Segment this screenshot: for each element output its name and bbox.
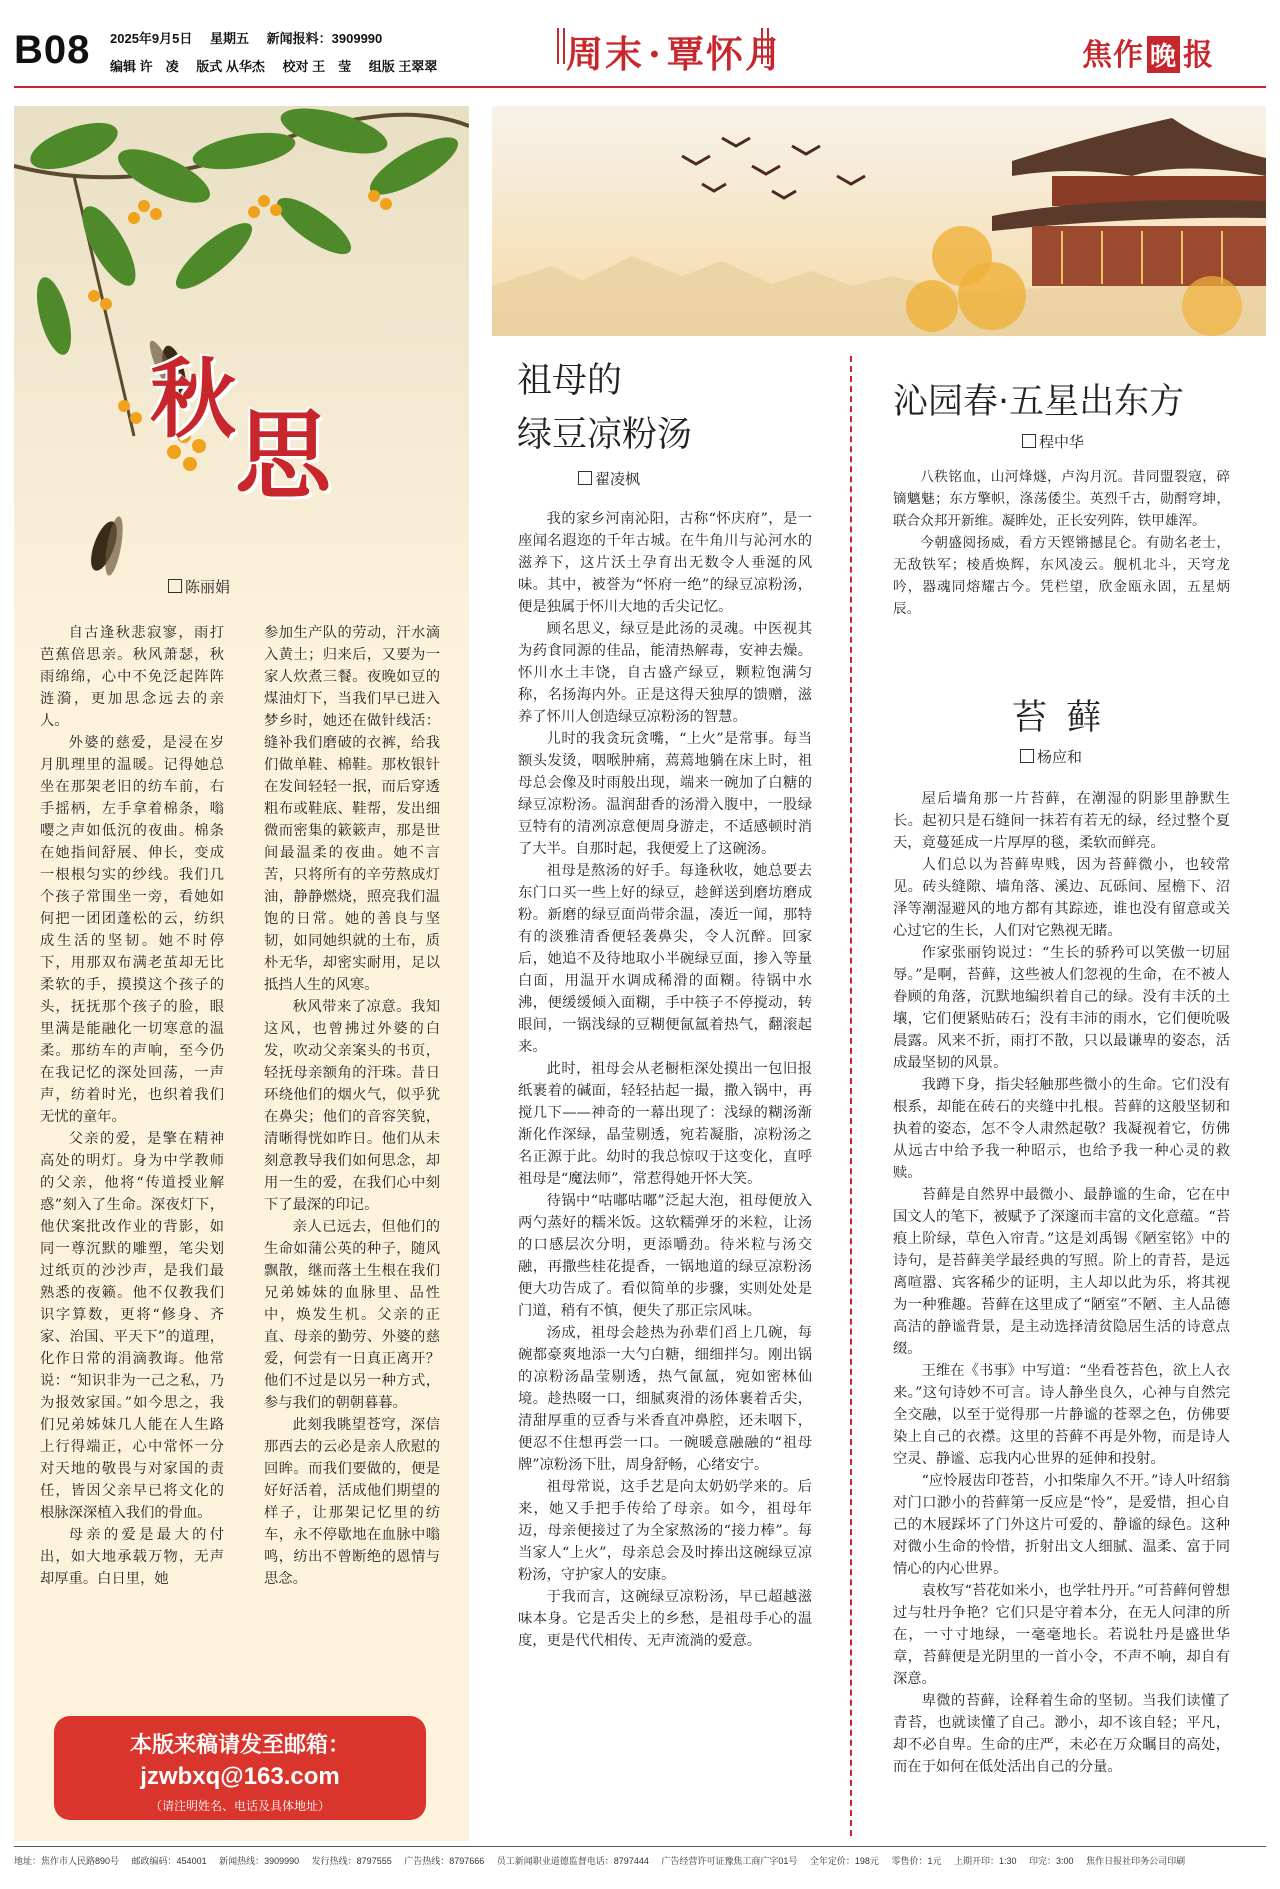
article1-title-char1: 秋 bbox=[150, 349, 236, 450]
poem-stanza: 今朝盛阅扬威，看方天铿锵撼昆仑。有勋名老士，无敌铁军；棱盾焕辉，东风凌云。舰机北斗，天穹龙吟，器魂同熔耀古今。凭栏望，欣金瓯永固，五星炳辰。 bbox=[893, 535, 1230, 617]
pavilion-cranes-illustration bbox=[492, 106, 1266, 336]
article1-para: 母亲的爱是最大的付出，如大地承载万物，无声却厚重。白日里，她 bbox=[40, 1527, 224, 1587]
column-divider bbox=[850, 356, 852, 1836]
article3-para: 屋后墙角那一片苔藓，在潮湿的阴影里静默生长。起初只是石缝间一抹若有若无的绿，经过整个夏天，竟蔓延成一片厚厚的毯，柔软而鲜亮。 bbox=[893, 791, 1230, 851]
article1-para: 自古逢秋悲寂寥，雨打芭蕉倍思亲。秋风萧瑟，秋雨绵绵，心中不免泛起阵阵涟漪，更加思念远去的亲人。 bbox=[40, 625, 224, 729]
article3-byline bbox=[1020, 746, 1082, 767]
article3-body bbox=[893, 788, 1230, 1778]
footer-item: 印完：3:00 bbox=[1029, 1856, 1074, 1866]
brand-city: 焦作 bbox=[1082, 38, 1144, 73]
page-number: B08 bbox=[14, 28, 91, 72]
article3-para: 作家张丽钧说过：“生长的骄矜可以笑傲一切屈辱。”是啊，苔藓，这些被人们忽视的生命，在不被人眷顾的角落，沉默地编织着自己的绿。没有丰沃的土壤，它们便紧贴砖石；没有丰沛的雨水，它们便吮吸晨露。风来不折，雨打不散，只以最谦卑的姿态，活成最坚韧的风景。 bbox=[893, 945, 1230, 1071]
article3-para: 苔藓是自然界中最微小、最静谧的生命，它在中国文人的笔下，被赋予了深邃而丰富的文化意蕴。“苔痕上阶绿，草色入帘青。”这是刘禹锡《陋室铭》中的诗句，是苔藓美学最经典的写照。阶上的青苔，是远离喧嚣、宾客稀少的证明，主人却以此为乐，将其视为一种雅趣。苔藓在这里成了“陋室”不陋、主人品德高洁的静谧背景，是主动选择清贫隐居生活的诗意点缀。 bbox=[893, 1187, 1230, 1357]
article2-para: 于我而言，这碗绿豆凉粉汤，早已超越滋味本身。它是舌尖上的乡愁，是祖母手心的温度，更是代代相传、无声流淌的爱意。 bbox=[518, 1589, 812, 1649]
article2-para: 此时，祖母会从老橱柜深处摸出一包旧报纸裹着的碱面，轻轻拈起一撮，撒入锅中，再搅几下——神奇的一幕出现了：浅绿的糊汤渐渐化作深绿，晶莹剔透，宛若凝脂，凉粉汤之名正源于此。幼时的我总惊叹于这变化，直呼祖母是“魔法师”，常惹得她开怀大笑。 bbox=[518, 1061, 812, 1187]
brand-evening: 晚 bbox=[1147, 36, 1180, 73]
article2-byline bbox=[578, 468, 640, 489]
article1-para: 父亲的爱，是擎在精神高处的明灯。身为中学教师的父亲，他将“传道授业解惑”刻入了生命。深夜灯下，他伏案批改作业的背影，如同一尊沉默的雕塑，笔尖划过纸页的沙沙声，是我们最熟悉的夜籁。他不仅教我们识字算数，更将“修身、齐家、治国、平天下”的道理，化作日常的涓滴教诲。他常说：“知识非为一己之私，乃为报效家国。”如今思之，我们兄弟姊妹几人能在人生路上行得端正，心中常怀一分对天地的敬畏与对家国的责任，皆因父亲早已将文化的根脉深深植入我们的骨血。 bbox=[40, 1131, 224, 1521]
footer-item: 全年定价：198元 bbox=[809, 1856, 879, 1866]
submission-notice bbox=[54, 1716, 426, 1820]
footer-item: 零售价：1元 bbox=[891, 1856, 942, 1866]
footer-imprint bbox=[14, 1854, 1266, 1867]
article3-para: 袁枚写“苔花如米小，也学牡丹开。”可苔藓何曾想过与牡丹争艳？它们只是守着本分，在无人问津的所在，一寸寸地绿，一毫毫地长。若说牡丹是盛世华章，苔藓便是光阴里的一首小令，不声不响，却自有深意。 bbox=[893, 1583, 1230, 1687]
issue-weekday: 星期五 bbox=[210, 31, 250, 46]
article1-para: 秋风带来了凉意。我知这风，也曾拂过外婆的白发，吹动父亲案头的书页，轻抚母亲额角的汗珠。昔日环绕他们的烟火气，似乎犹在鼻尖；他们的音容笑貌，清晰得恍如昨日。他们从未刻意教导我们如何思念，却用一生的爱，在我们心中刻下了最深的印记。 bbox=[264, 999, 440, 1213]
credit-editor: 编辑 许 凌 bbox=[110, 59, 179, 74]
credit-compose: 组版 王翠翠 bbox=[368, 59, 438, 74]
footer-item: 上期开印：1:30 bbox=[953, 1856, 1017, 1866]
article2-title-line2: 绿豆凉粉汤 bbox=[517, 415, 693, 455]
article1-title-char2: 思 bbox=[235, 399, 331, 512]
brand-paper: 报 bbox=[1183, 38, 1215, 73]
article2-body bbox=[518, 508, 812, 1652]
article3-title: 苔 藓 bbox=[1012, 698, 1106, 738]
poem-byline bbox=[1022, 431, 1084, 452]
article3-para: “应怜屐齿印苍苔，小扣柴扉久不开。”诗人叶绍翁对门口渺小的苔藓第一反应是“怜”，是爱惜，担心自己的木屐踩坏了门外这片可爱的、静谧的绿色。这种对微小生命的怜惜，折射出文人细腻、温柔、富于同情心的内心世界。 bbox=[893, 1473, 1230, 1577]
article1-para: 亲人已远去，但他们的生命如蒲公英的种子，随风飘散，继而落土生根在我们兄弟姊妹的血脉里、品性中，焕发生机。父亲的正直、母亲的勤劳、外婆的慈爱，何尝有一日真正离开？他们不过是以另一种方式，参与我们的朝朝暮暮。 bbox=[264, 1219, 440, 1411]
submission-email[interactable]: jzwbxq@163.com bbox=[140, 1763, 340, 1790]
header-credits bbox=[110, 56, 451, 75]
poem-author: 程中华 bbox=[1039, 433, 1085, 451]
footer-item: 新闻热线：3909990 bbox=[219, 1856, 300, 1866]
article1-byline bbox=[168, 576, 230, 597]
footer-item: 邮政编码：454001 bbox=[131, 1856, 207, 1866]
credit-proof: 校对 王 莹 bbox=[282, 59, 352, 74]
poem-title: 沁园春·五星出东方 bbox=[893, 382, 1185, 422]
article1-para: 此刻我眺望苍穹，深信那西去的云必是亲人欣慰的回眸。而我们要做的，便是好好活着，活成他们期望的样子，让那架记忆里的纺车，永不停歇地在血脉中嗡鸣，纺出不曾断绝的恩情与思念。 bbox=[264, 1417, 440, 1587]
article3-para: 王维在《书事》中写道：“坐看苍苔色，欲上人衣来。”这句诗妙不可言。诗人静坐良久，心神与自然完全交融，以至于觉得那一片静谧的苍翠之色，仿佛要染上自己的衣襟。这里的苔藓不再是外物，而是诗人空灵、静谧、忘我内心世界的延伸和投射。 bbox=[893, 1363, 1230, 1467]
article3-para: 我蹲下身，指尖轻触那些微小的生命。它们没有根系，却能在砖石的夹缝中扎根。苔藓的这般坚韧和执着的姿态，怎不令人肃然起敬？我凝视着它，仿佛从远古中给予我一种昭示，也给予我一种心灵的救赎。 bbox=[893, 1077, 1230, 1181]
article1-author: 陈丽娟 bbox=[185, 578, 231, 596]
article2-para: 顾名思义，绿豆是此汤的灵魂。中医视其为药食同源的佳品，能清热解毒，安神去燥。怀川水土丰饶，自古盛产绿豆，颗粒饱满匀称，名扬海内外。正是这得天独厚的馈赠，滋养了怀川人创造绿豆凉粉汤的智慧。 bbox=[518, 621, 812, 725]
pavilion-illustration-svg bbox=[492, 106, 1266, 336]
masthead-weekend: 周末 bbox=[566, 32, 644, 76]
article2-para: 祖母是熬汤的好手。每逢秋收，她总要去东门口买一些上好的绿豆，趁鲜送到磨坊磨成粉。新磨的绿豆面尚带余温，凑近一闻，那特有的淡雅清香便轻袭鼻尖，令人沉醉。回家后，她追不及待地取小半碗绿豆面，掺入等量白面，用温开水调成稀滑的面糊。待锅中水沸，便缓缓倾入面糊，手中筷子不停搅动，转眼间，一锅浅绿的豆糊便氤氲着热气，翻滚起来。 bbox=[518, 863, 812, 1055]
article2-para: 儿时的我贪玩贪嘴，“上火”是常事。每当额头发烫，咽喉肿痛，蔫蔫地躺在床上时，祖母总会像及时雨般出现，端来一碗加了白糖的绿豆凉粉汤。温润甜香的汤滑入腹中，一股绿豆特有的清冽凉意便周身游走，不适感顿时消了大半。自那时起，我便爱上了这碗汤。 bbox=[518, 731, 812, 857]
header-rule bbox=[14, 86, 1266, 88]
footer-item: 广告经营许可证豫焦工商广字01号 bbox=[661, 1856, 798, 1866]
news-hotline: 新闻报料：3909990 bbox=[266, 31, 383, 46]
footer-rule bbox=[14, 1846, 1266, 1847]
article2-para: 我的家乡河南沁阳，古称“怀庆府”，是一座闻名遐迩的千年古城。在牛角川与沁河水的滋养下，这片沃土孕育出无数令人垂涎的风味。其中，被誉为“怀府一绝”的绿豆凉粉汤，便是独属于怀川大地的舌尖记忆。 bbox=[518, 511, 812, 615]
credit-layout: 版式 从华杰 bbox=[196, 59, 265, 74]
article3-para: 卑微的苔藓，诠释着生命的坚韧。当我们读懂了青苔，也就读懂了自己。渺小，却不该自轻；平凡，却不必自卑。生命的庄严，未必在万众瞩目的高处，而在于如何在低处活出自己的分量。 bbox=[893, 1693, 1230, 1775]
submission-heading: 本版来稿请发至邮箱： bbox=[129, 1733, 350, 1758]
article1-para: 参加生产队的劳动，汗水滴入黄土；归来后，又要为一家人炊煮三餐。夜晚如豆的煤油灯下，当我们早已进入梦乡时，她还在做针线活：缝补我们磨破的衣裤，给我们做单鞋、棉鞋。那枚银针在发间轻轻一抿，而后穿透粗布或鞋底、鞋帮，发出细微而密集的簌簌声，那是世间最温柔的夜曲。她不言苦，只将所有的辛劳熬成灯油，静静燃烧，照亮我们温饱的日常。她的善良与坚韧，如同她织就的土布，质朴无华，却密实耐用，足以抵挡人生的风寒。 bbox=[264, 625, 440, 993]
issue-date: 2025年9月5日 bbox=[110, 31, 193, 46]
footer-item: 员工新闻职业道德监督电话：8797444 bbox=[496, 1856, 649, 1866]
poem-body bbox=[893, 466, 1230, 620]
footer-item: 地址：焦作市人民路890号 bbox=[14, 1856, 120, 1866]
article2-author: 翟凌枫 bbox=[595, 470, 641, 488]
footer-item: 广告热线：8797666 bbox=[404, 1856, 485, 1866]
article2-para: 祖母常说，这手艺是向太奶奶学来的。后来，她又手把手传给了母亲。如今，祖母年迈，母亲便接过了为全家熬汤的“接力棒”。每当家人“上火”，母亲总会及时捧出这碗绿豆凉粉汤，守护家人的安康。 bbox=[518, 1479, 812, 1583]
article1-para: 外婆的慈爱，是浸在岁月肌理里的温暖。记得她总坐在那架老旧的纺车前，右手摇柄，左手拿着棉条，嗡嘤之声如低沉的夜曲。棉条在她指间舒展、伸长，变成一根根匀实的纱线。我们几个孩子常围坐一旁，看她如何把一团团蓬松的云，纺织成生活的坚韧。她不时停下，用那双布满老茧却无比柔软的手，摸摸这个孩子的头，抚抚那个孩子的脸，眼里满是能融化一切寒意的温柔。那纺车的声响，至今仍在我记忆的深处回荡，一声声，纺着时光，也织着我们无忧的童年。 bbox=[40, 735, 224, 1125]
masthead-column: 覃怀月 bbox=[666, 32, 784, 76]
article2-para: 待锅中“咕嘟咕嘟”泛起大泡，祖母便放入两勺蒸好的糯米饭。这软糯弹牙的米粒，让汤的口感层次分明，更添嚼劲。待米粒与汤交融，再撒些桂花提香，一锅地道的绿豆凉粉汤便大功告成了。看似简单的步骤，实则处处是门道，稍有不慎，便失了那正宗风味。 bbox=[518, 1193, 812, 1319]
section-masthead: 周末 · 覃怀月 bbox=[566, 32, 784, 76]
footer-item: 焦作日报社印务公司印刷 bbox=[1086, 1856, 1186, 1866]
newspaper-brand bbox=[1082, 30, 1214, 74]
submission-note: （请注明姓名、电话及具体地址） bbox=[149, 1799, 330, 1813]
article3-author: 杨应和 bbox=[1037, 748, 1083, 766]
article3-para: 人们总以为苔藓卑贱，因为苔藓微小，也较常见。砖头缝隙、墙角落、溪边、瓦砾间、屋檐下、沼泽等潮湿避风的地方都有其踪迹，谁也没有留意或关心过它的生长，人们对它熟视无睹。 bbox=[893, 857, 1230, 939]
footer-item: 发行热线：8797555 bbox=[311, 1856, 392, 1866]
poem-stanza: 八秩铭血，山河烽燧，卢沟月沉。昔同盟裂寇，碎镝魑魅；东方擎帜，涤荡倭尘。英烈千古，勋酹穹坤，联合众邦开新维。凝眸处，正长安列阵，铁甲雄浑。 bbox=[893, 469, 1230, 529]
article2-title-line1: 祖母的 bbox=[517, 361, 623, 401]
article1-column1 bbox=[40, 622, 224, 1590]
header-dateline bbox=[110, 28, 396, 47]
article2-para: 汤成，祖母会趁热为孙辈们舀上几碗，每碗都豪爽地添一大勺白糖，细细拌匀。刚出锅的凉粉汤晶莹剔透，热气氤氲，宛如密林仙境。趁热啜一口，细腻爽滑的汤体裹着舌尖，清甜厚重的豆香与米香直冲鼻腔，还未咽下，便忍不住想再尝一口。一碗暖意融融的“祖母牌”凉粉汤下肚，周身舒畅，心绪安宁。 bbox=[518, 1325, 812, 1473]
article1-column2 bbox=[264, 622, 440, 1590]
